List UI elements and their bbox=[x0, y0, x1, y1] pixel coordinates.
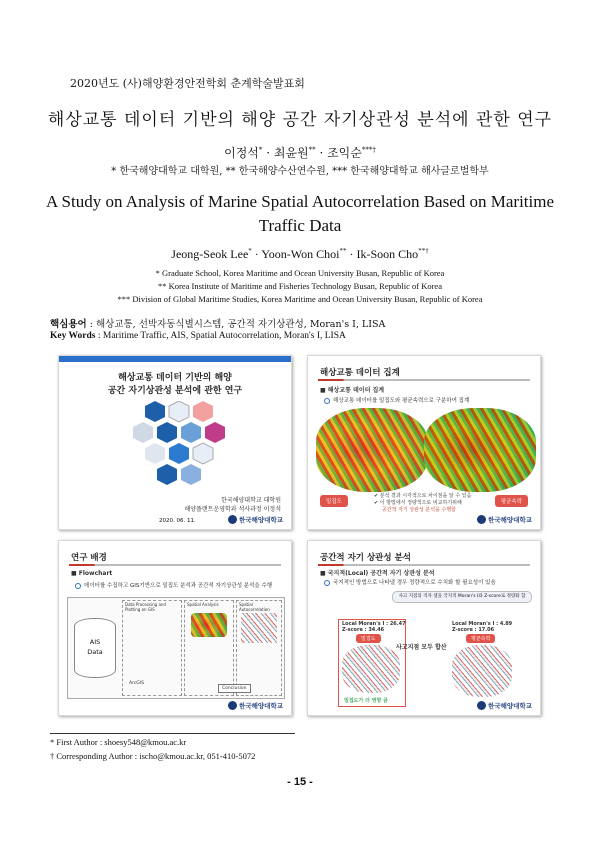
density-heatmap-image bbox=[316, 408, 428, 492]
author-2: 최윤원 bbox=[273, 146, 309, 160]
processing-box-label: Data Processing and Plotting on GIS bbox=[125, 602, 166, 612]
hex-icon bbox=[181, 422, 201, 443]
note-1: ✔ 분석 결과 시각적으로 차이점을 알 수 있음 bbox=[374, 493, 472, 499]
slide4-bullet-text: 국지적인 방법으로 나타낼 경우 정량적으로 수치화 할 필요성이 있음 bbox=[333, 580, 496, 586]
hex-icon bbox=[133, 422, 153, 443]
right-zscore: Z-score : 17.06 bbox=[452, 627, 495, 633]
slide-title-page bbox=[58, 355, 292, 530]
hex-icon bbox=[193, 443, 213, 464]
conclusion-box: Conclusion bbox=[218, 684, 251, 693]
korean-title: 해상교통 데이터 기반의 해양 공간 자기상관성 분석에 관한 연구 bbox=[47, 110, 553, 130]
author-separator: · bbox=[346, 247, 357, 261]
english-affiliation-3: *** Division of Global Maritime Studies, Korea Maritime and Ocean University Busan, Republic of Korea bbox=[117, 294, 483, 304]
slide2-subtitle-text: 해상교통 데이터 집계 bbox=[327, 387, 385, 394]
keywords-label: 핵심용어 bbox=[50, 319, 87, 330]
emblem-icon bbox=[228, 701, 237, 710]
slide2-bullet-text: 해상교통 데이터를 밀집도와 평균속력으로 구분하여 집계 bbox=[333, 398, 470, 404]
spatial-analysis-box bbox=[184, 600, 234, 696]
bottom-caption: 밀집도가 더 영향 큼 bbox=[344, 698, 388, 704]
author-3-mark: ***† bbox=[361, 146, 376, 154]
speed-lisa-map bbox=[452, 645, 512, 697]
footnote-divider bbox=[50, 733, 295, 734]
english-affiliation-1: * Graduate School, Korea Maritime and Ocean University Busan, Republic of Korea bbox=[155, 268, 445, 278]
slide3-bullet bbox=[75, 581, 272, 589]
spatial-analysis-label: Spatial Analysis bbox=[187, 602, 219, 607]
slide4-title: 공간적 자기 상관성 분석 bbox=[320, 553, 411, 563]
korean-affiliations: * 한국해양대학교 대학원, ** 한국해양수산연수원, *** 한국해양대학교 해사글로벌학부 bbox=[111, 166, 489, 177]
left-moran: Local Moran's I : 26.47 bbox=[342, 621, 406, 627]
keywords-en-label: Key Words bbox=[50, 331, 96, 341]
hex-icon bbox=[157, 464, 177, 485]
hex-icon bbox=[193, 401, 213, 422]
author-1: 이정석 bbox=[224, 146, 259, 160]
author-3-en: Ik-Soon Cho bbox=[356, 247, 419, 261]
slide4-bullet bbox=[324, 578, 496, 586]
slide2-subtitle: ■ 해상교통 데이터 집계 bbox=[320, 387, 385, 394]
page-number: - 15 - bbox=[287, 776, 313, 788]
density-lisa-map bbox=[342, 645, 400, 693]
korean-authors bbox=[0, 144, 600, 161]
hex-icon bbox=[145, 443, 165, 464]
title-underline bbox=[69, 564, 281, 566]
university-logo bbox=[477, 701, 532, 710]
logo-text: 한국해양대학교 bbox=[239, 702, 283, 710]
ais-data-cylinder bbox=[74, 618, 116, 678]
right-stats bbox=[452, 621, 512, 633]
title-underline bbox=[318, 379, 530, 381]
author-1-en: Jeong-Seok Lee bbox=[171, 247, 249, 261]
left-stats bbox=[342, 621, 406, 633]
author-1-mark: * bbox=[258, 146, 263, 154]
flowchart-diagram bbox=[67, 597, 285, 699]
keywords-en-text: : Maritime Traffic, AIS, Spatial Autocorrelation, Moran's I, LISA bbox=[95, 331, 346, 341]
slide3-subtitle-text: Flowchart bbox=[78, 570, 113, 577]
slide-research-background bbox=[58, 540, 292, 716]
university-logo bbox=[477, 515, 532, 524]
keywords-korean bbox=[50, 316, 385, 330]
author-separator: · bbox=[315, 146, 328, 160]
logo-text: 한국해양대학교 bbox=[239, 516, 283, 524]
emblem-icon bbox=[477, 701, 486, 710]
slide-spatial-autocorrelation bbox=[307, 540, 541, 716]
data-text: Data bbox=[87, 648, 103, 656]
merge-caption: 사고지점 모두 합산 bbox=[396, 644, 447, 651]
slide3-bullet-text: 데이터를 수집하고 GIS기반으로 밀집도 분석과 공간적 자기상관성 분석을 수행 bbox=[84, 583, 273, 589]
speed-heatmap-image bbox=[424, 408, 536, 492]
speed-label: 평균속력 bbox=[466, 634, 495, 643]
slide1-affil-line1: 한국해양대학교 대학원 bbox=[221, 497, 281, 504]
author-2-en: Yoon-Won Choi bbox=[261, 247, 340, 261]
autocorrelation-thumbnail bbox=[241, 613, 277, 643]
slide3-title: 연구 배경 bbox=[71, 553, 107, 563]
slide1-title-line1: 해상교통 데이터 기반의 해양 bbox=[118, 373, 232, 383]
author-3-en-mark: **† bbox=[418, 247, 429, 255]
author-2-en-mark: ** bbox=[339, 247, 347, 255]
callout-box: 사고 지점의 격자 셀을 국지적 Moran's I와 Z-score로 정량화 함 bbox=[392, 591, 532, 603]
logo-text: 한국해양대학교 bbox=[488, 702, 532, 710]
slide4-subtitle: ■ 국지적(Local) 공간적 자기 상관성 분석 bbox=[320, 570, 435, 577]
density-label: 밀집도 bbox=[320, 495, 348, 507]
footnote-first-author: * First Author : shoesy548@kmou.ac.kr bbox=[50, 737, 187, 747]
hexagon-icon-cluster bbox=[125, 401, 225, 491]
author-separator: · bbox=[262, 146, 274, 160]
slide3-subtitle: ■ Flowchart bbox=[71, 570, 113, 577]
hex-icon bbox=[145, 401, 165, 422]
slide2-title: 해상교통 데이터 집계 bbox=[320, 368, 400, 378]
author-3: 조익순 bbox=[327, 146, 362, 160]
left-zscore: Z-score : 34.46 bbox=[342, 627, 385, 633]
note-2-text: 이 방법에서 정량적으로 비교하기위해 bbox=[379, 500, 462, 506]
hex-icon bbox=[181, 464, 201, 485]
hex-icon bbox=[157, 422, 177, 443]
keywords-english bbox=[50, 331, 346, 341]
author-1-en-mark: * bbox=[248, 247, 252, 255]
slide2-notes bbox=[374, 493, 471, 514]
university-logo bbox=[228, 515, 283, 524]
author-separator: · bbox=[251, 247, 262, 261]
speed-label: 평균속력 bbox=[495, 495, 528, 507]
slide1-affiliation bbox=[184, 495, 281, 513]
analysis-thumbnail bbox=[191, 613, 227, 637]
english-title: A Study on Analysis of Marine Spatial Autocorrelation Based on Maritime Traffic Data bbox=[45, 192, 555, 235]
slide1-date: 2020. 06. 11. bbox=[159, 518, 196, 524]
title-underline bbox=[318, 564, 530, 566]
slide-data-aggregation bbox=[307, 355, 541, 530]
arcgis-label: ArcGIS bbox=[129, 681, 144, 686]
english-authors bbox=[0, 247, 600, 262]
slide1-title-line2: 공간 자기상관성 분석에 관한 연구 bbox=[107, 386, 243, 396]
right-moran: Local Moran's I : 4.89 bbox=[452, 621, 513, 627]
density-label: 밀집도 bbox=[356, 634, 381, 643]
note-1-text: 분석 결과 시각적으로 차이점을 알 수 있음 bbox=[379, 493, 472, 499]
conference-header: 2020년도 (사)해양환경안전학회 춘계학술발표회 bbox=[70, 77, 305, 90]
slide1-affil-line2: 해양플랜트운영학과 석사과정 이정석 bbox=[184, 506, 281, 513]
author-2-mark: ** bbox=[308, 146, 316, 154]
slide2-bullet bbox=[324, 396, 469, 404]
autocorrelation-label: Spatial Autocorrelation bbox=[239, 602, 270, 612]
hex-icon bbox=[169, 401, 189, 422]
logo-text: 한국해양대학교 bbox=[488, 516, 532, 524]
keywords-text: : 해상교통, 선박자동식별시스템, 공간적 자기상관성, Moran's I, LISA bbox=[86, 319, 386, 330]
hex-icon bbox=[205, 422, 225, 443]
processing-box bbox=[122, 600, 182, 696]
note-3: 공간적 자기 상관성 분석을 수행함 bbox=[382, 507, 456, 513]
autocorrelation-box bbox=[236, 600, 282, 696]
emblem-icon bbox=[228, 515, 237, 524]
slide-top-band bbox=[59, 356, 291, 362]
university-logo bbox=[228, 701, 283, 710]
emblem-icon bbox=[477, 515, 486, 524]
english-affiliation-2: ** Korea Institute of Maritime and Fisheries Technology Busan, Republic of Korea bbox=[158, 281, 442, 291]
note-2: ✔ 이 방법에서 정량적으로 비교하기위해 bbox=[374, 500, 462, 506]
ais-text: AIS bbox=[89, 638, 101, 646]
slide4-subtitle-text: 국지적(Local) 공간적 자기 상관성 분석 bbox=[327, 570, 435, 577]
hex-icon bbox=[169, 443, 189, 464]
footnote-corresponding-author: † Corresponding Author : ischo@kmou.ac.kr, 051-410-5072 bbox=[50, 751, 256, 761]
